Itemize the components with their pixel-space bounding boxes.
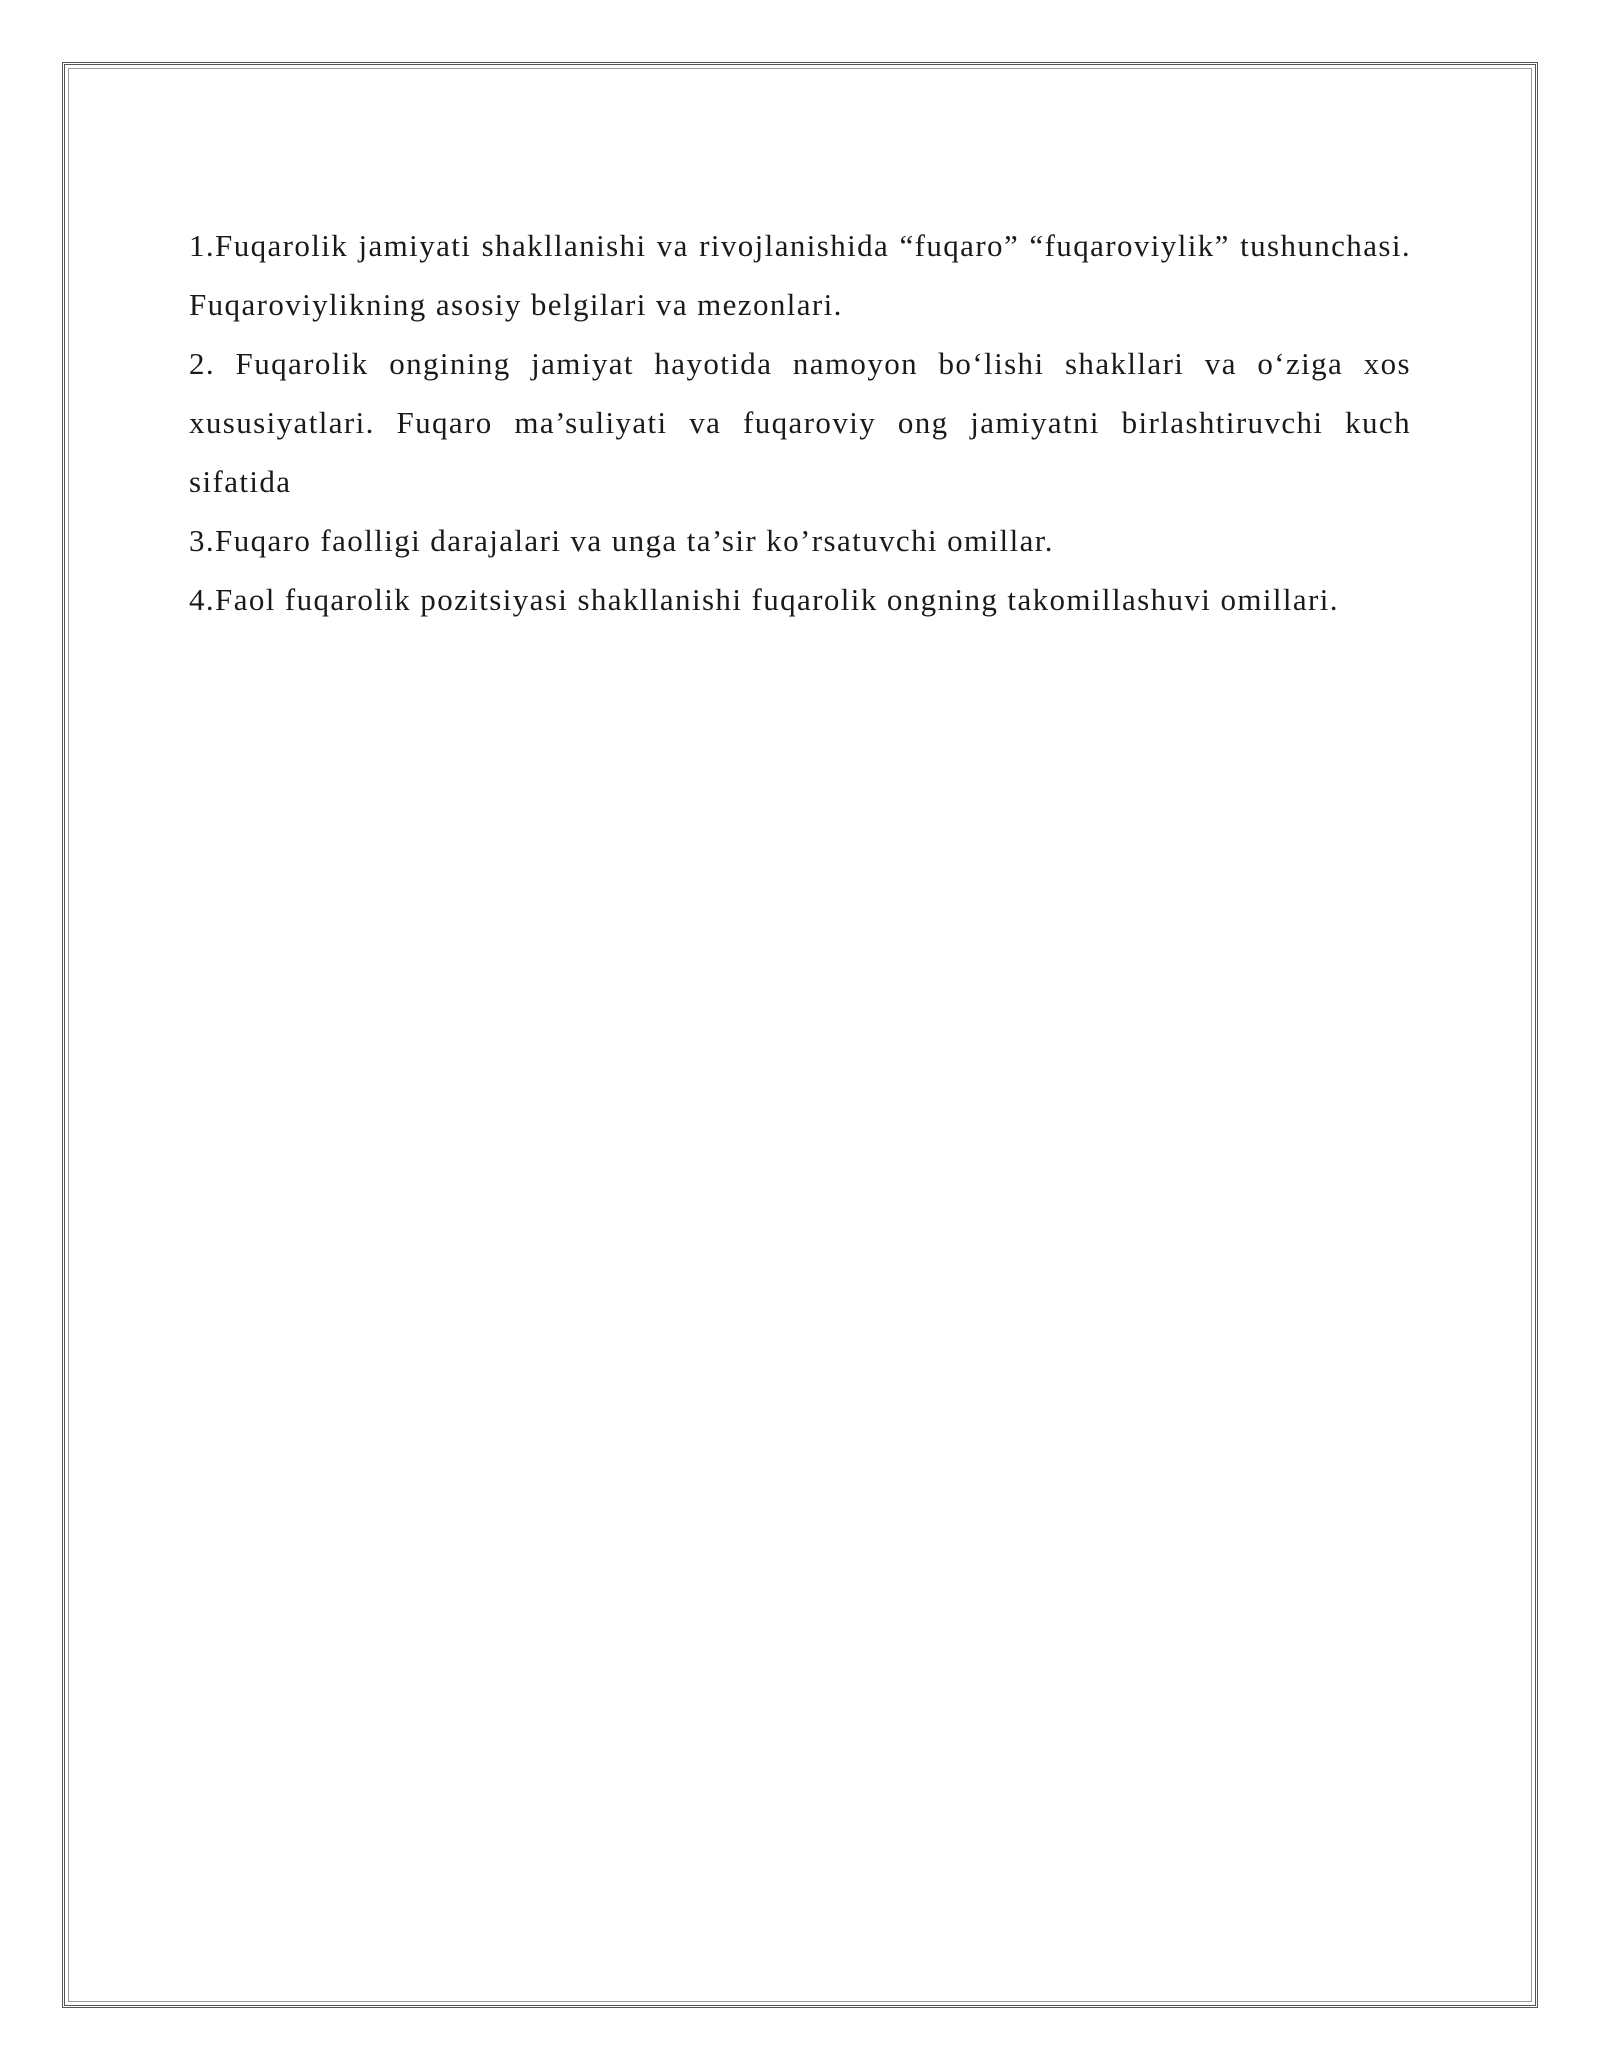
list-item-1: 1.Fuqarolik jamiyati shakllanishi va rivojlanishida “fuqaro” “fuqaroviylik” tushunchasi. Fuqaroviylikning asosiy belgilari va mezonlari.	[189, 228, 1411, 322]
list-item-2: 2. Fuqarolik ongining jamiyat hayotida namoyon bo‘lishi shakllari va o‘ziga xos xususiyatlari. Fuqaro ma’suliyati va fuqaroviy ong jamiyatni birlashtiruvchi kuch sifatida	[189, 346, 1411, 499]
list-item-4: 4.Faol fuqarolik pozitsiyasi shakllanishi fuqarolik ongning takomillashuvi omillari.	[189, 582, 1339, 617]
list-item-3: 3.Fuqaro faolligi darajalari va unga ta’sir ko’rsatuvchi omillar.	[189, 523, 1054, 558]
document-body	[189, 216, 1411, 629]
